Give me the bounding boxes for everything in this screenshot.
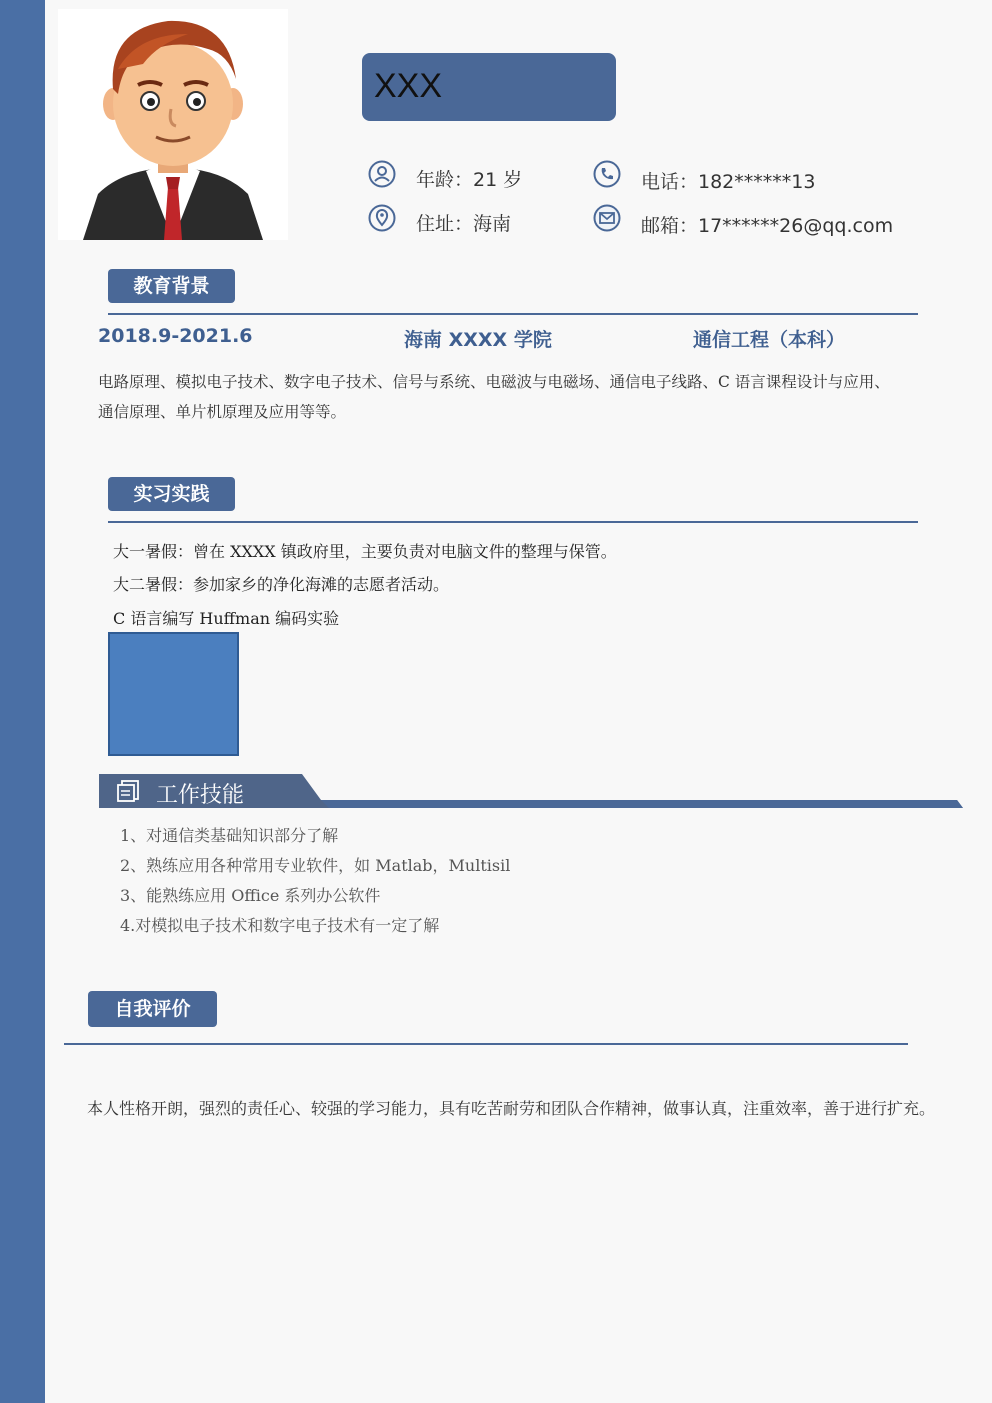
- address-info: 住址：海南: [416, 213, 512, 235]
- blue-placeholder-block: [108, 632, 239, 756]
- education-courses-line-2: 通信原理、单片机原理及应用等等。: [98, 403, 347, 421]
- skill-item: 4.对模拟电子技术和数字电子技术有一定了解: [120, 916, 440, 935]
- internship-divider: [108, 521, 918, 523]
- self-evaluation-divider: [64, 1043, 908, 1045]
- left-sidebar-bar: [0, 0, 45, 1403]
- skill-item: 2、熟练应用各种常用专业软件，如 Matlab，Multisil: [120, 856, 511, 875]
- location-icon: [368, 204, 396, 232]
- candidate-name: XXX: [374, 67, 443, 105]
- education-heading: 教育背景: [108, 269, 235, 303]
- phone-icon: [593, 160, 621, 188]
- mail-icon: [593, 204, 621, 232]
- education-courses-line-1: 电路原理、模拟电子技术、数字电子技术、信号与系统、电磁波与电磁场、通信电子线路、C 语言课程设计与应用、: [98, 373, 890, 391]
- education-period: 2018.9-2021.6: [98, 325, 253, 347]
- self-evaluation-text: 本人性格开朗，强烈的责任心、较强的学习能力，具有吃苦耐劳和团队合作精神，做事认真，注重效率，善于进行扩充。: [87, 1099, 936, 1118]
- skills-heading: 工作技能: [156, 783, 245, 808]
- age-info: 年龄：21 岁: [416, 169, 523, 191]
- internship-heading: 实习实践: [108, 477, 235, 511]
- education-divider: [108, 313, 918, 315]
- education-school: 海南 XXXX 学院: [404, 329, 552, 351]
- name-banner: [362, 53, 616, 121]
- education-major: 通信工程（本科）: [693, 329, 846, 351]
- user-icon: [368, 160, 396, 188]
- skill-item: 3、能熟练应用 Office 系列办公软件: [120, 886, 381, 905]
- skill-item: 1、对通信类基础知识部分了解: [120, 826, 339, 845]
- phone-info: 电话：182******13: [641, 171, 816, 193]
- avatar: [58, 9, 288, 240]
- document-icon: [116, 779, 142, 803]
- internship-item: 大一暑假：曾在 XXXX 镇政府里，主要负责对电脑文件的整理与保管。: [113, 542, 617, 561]
- internship-item: 大二暑假：参加家乡的净化海滩的志愿者活动。: [113, 575, 450, 594]
- internship-item: C 语言编写 Huffman 编码实验: [113, 609, 340, 628]
- email-info: 邮箱：17******26@qq.com: [641, 215, 894, 237]
- avatar-illustration: [58, 9, 288, 240]
- self-evaluation-heading: 自我评价: [88, 991, 217, 1027]
